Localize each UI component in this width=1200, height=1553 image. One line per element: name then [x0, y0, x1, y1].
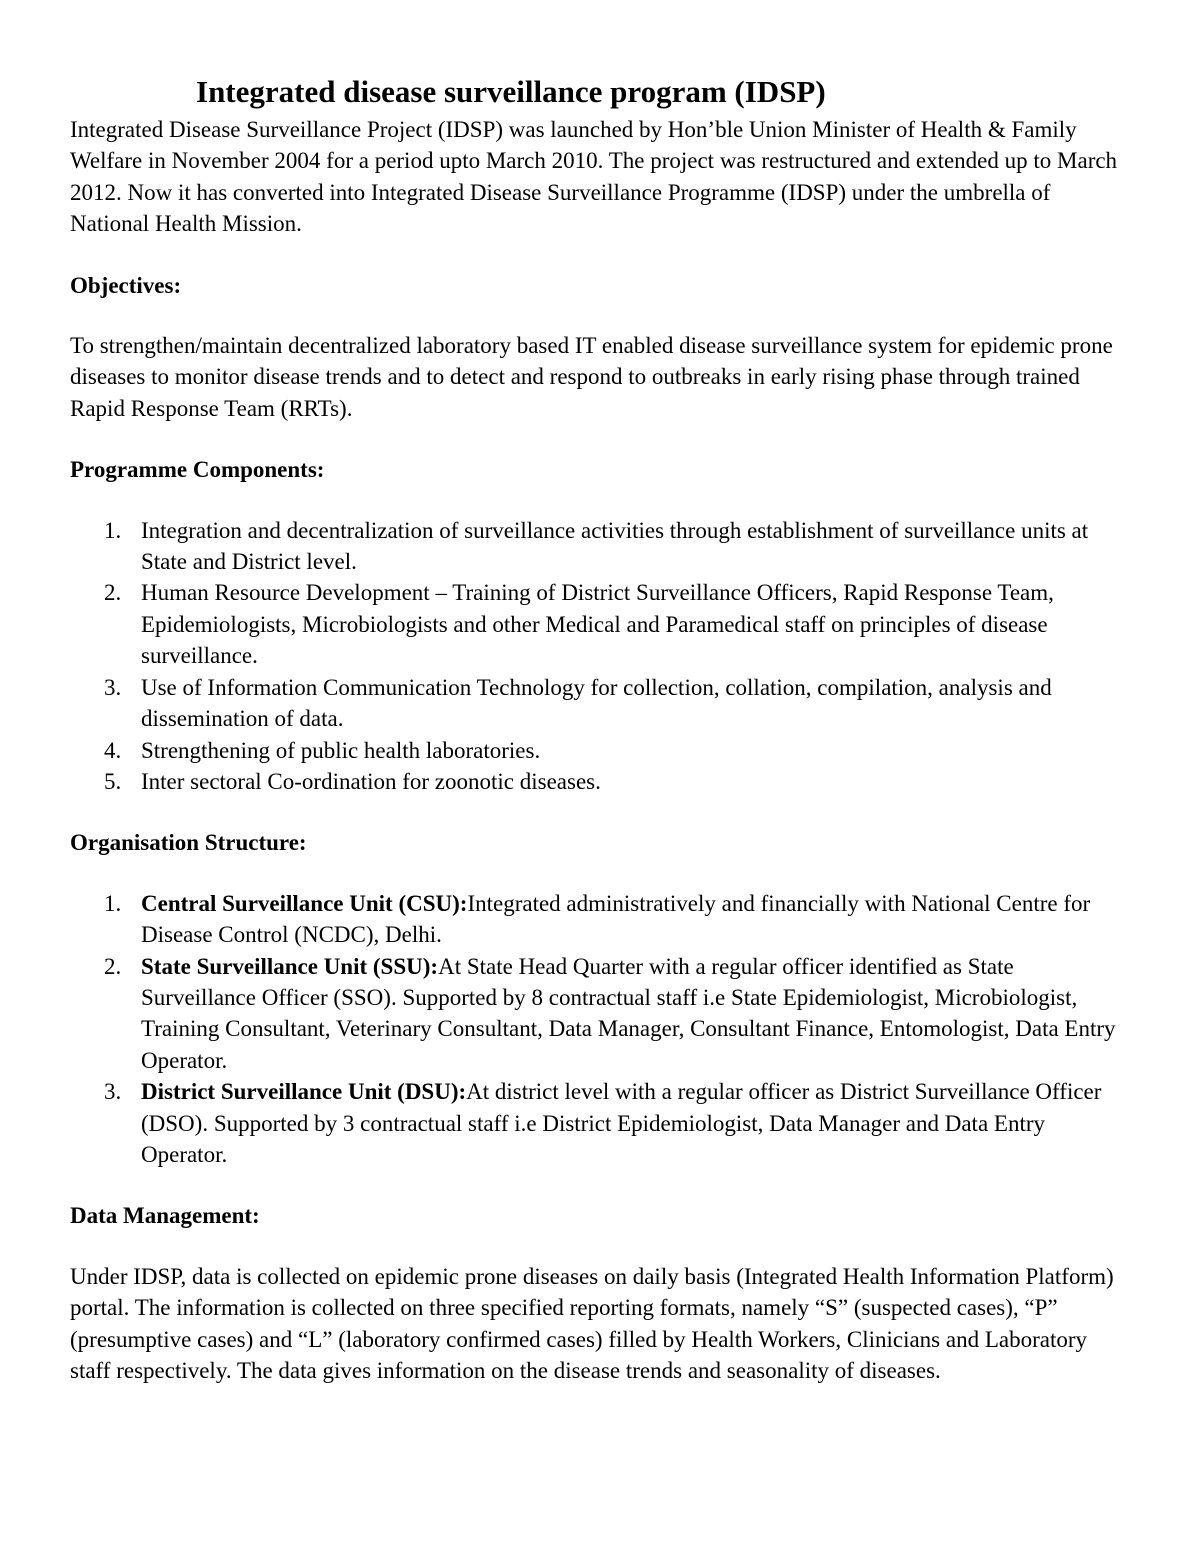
- data-management-paragraph: Under IDSP, data is collected on epidemic prone diseases on daily basis (Integrated Health Information Platform) portal. The information is collected on three specified reporting formats, namely “S” (suspected cases), “P” (presumptive cases) and “L” (laboratory confirmed cases) filled by Health Workers, Clinicians and Laboratory staff respectively. The data gives information on the disease trends and seasonality of diseases.: [70, 1263, 1114, 1383]
- document-page: [70, 72, 1132, 1386]
- list-item: [70, 672, 1132, 735]
- list-item-text: Inter sectoral Co-ordination for zoonotic diseases.: [141, 768, 601, 794]
- objectives-heading: Objectives:: [70, 272, 182, 298]
- list-item: [70, 1076, 1132, 1170]
- list-item: [70, 888, 1132, 951]
- data-management-heading: Data Management:: [70, 1203, 260, 1229]
- list-item-text: Strengthening of public health laboratories.: [141, 737, 541, 763]
- list-item-text: Human Resource Development – Training of District Surveillance Officers, Rapid Response Team, Epidemiologists, Microbiologists and other Medical and Paramedical staff on principles of disease surveillance.: [141, 580, 1054, 669]
- components-list: [70, 515, 1132, 798]
- unit-description: Integrated administratively and financially with National Centre for Disease Control (NCDC), Delhi.: [141, 890, 1091, 948]
- unit-label: Central Surveillance Unit (CSU):: [141, 890, 468, 916]
- list-item: [70, 766, 1132, 797]
- document-title: Integrated disease surveillance program (IDSP): [196, 74, 826, 109]
- organisation-list: [70, 888, 1132, 1171]
- unit-label: District Surveillance Unit (DSU):: [141, 1079, 467, 1105]
- list-number: 1.: [104, 890, 122, 916]
- list-number: 4.: [104, 737, 122, 763]
- components-heading: Programme Components:: [70, 457, 325, 483]
- organisation-heading: Organisation Structure:: [70, 830, 307, 856]
- list-number: 3.: [104, 1079, 122, 1105]
- list-item: [70, 735, 1132, 766]
- list-item-text: Integration and decentralization of surveillance activities through establishment of surveillance units at State and District level.: [141, 517, 1089, 575]
- objectives-paragraph: To strengthen/maintain decentralized laboratory based IT enabled disease surveillance system for epidemic prone diseases to monitor disease trends and to detect and respond to outbreaks in early rising phase through trained Rapid Response Team (RRTs).: [70, 333, 1113, 421]
- list-number: 5.: [104, 768, 122, 794]
- list-item: [70, 577, 1132, 671]
- unit-description: At State Head Quarter with a regular officer identified as State Surveillance Officer (SSO). Supported by 8 contractual staff i.e State Epidemiologist, Microbiologist, Training Consultant, Veterinary Consultant, Data Manager, Consultant Finance, Entomologist, Data Entry Operator.: [141, 953, 1116, 1073]
- list-number: 2.: [104, 953, 122, 979]
- list-item-text: Use of Information Communication Technology for collection, collation, compilation, analysis and dissemination of data.: [141, 674, 1052, 732]
- list-number: 3.: [104, 674, 122, 700]
- list-item: [70, 515, 1132, 578]
- list-number: 2.: [104, 580, 122, 606]
- unit-label: State Surveillance Unit (SSU):: [141, 953, 439, 979]
- list-number: 1.: [104, 517, 122, 543]
- intro-paragraph: Integrated Disease Surveillance Project (IDSP) was launched by Hon’ble Union Minister of Health & Family Welfare in November 2004 for a period upto March 2010. The project was restructured and extended up to March 2012. Now it has converted into Integrated Disease Surveillance Programme (IDSP) under the umbrella of National Health Mission.: [70, 117, 1118, 237]
- unit-description: At district level with a regular officer as District Surveillance Officer (DSO). Supported by 3 contractual staff i.e District Epidemiologist, Data Manager and Data Entry Operator.: [141, 1079, 1102, 1167]
- list-item: [70, 951, 1132, 1077]
